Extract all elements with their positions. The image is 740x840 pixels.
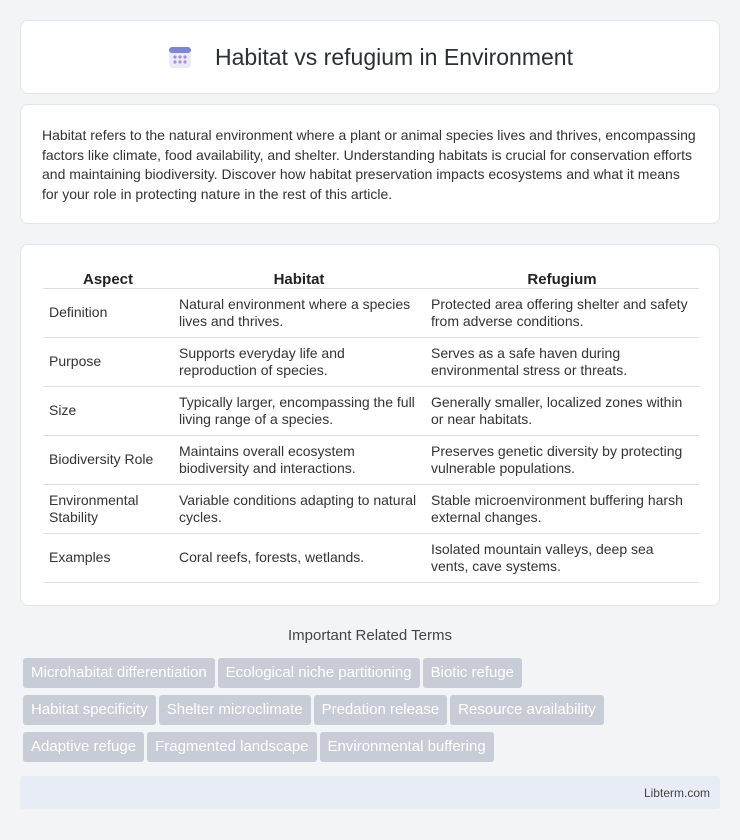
- table-row: [43, 534, 699, 583]
- related-terms-title: Important Related Terms: [288, 627, 452, 644]
- cell-refugium: Protected area offering shelter and safety from adverse conditions.: [425, 289, 699, 338]
- term-tag[interactable]: Biotic refuge: [423, 658, 522, 688]
- cell-aspect: Definition: [43, 289, 173, 338]
- cell-refugium: Serves as a safe haven during environmental stress or threats.: [425, 338, 699, 387]
- table-row: [43, 387, 699, 436]
- header-habitat: Habitat: [173, 265, 425, 289]
- table-row: [43, 289, 699, 338]
- cell-refugium: Generally smaller, localized zones within or near habitats.: [425, 387, 699, 436]
- calendar-grid-icon: [167, 44, 193, 70]
- term-tag[interactable]: Resource availability: [450, 695, 604, 725]
- cell-habitat: Typically larger, encompassing the full living range of a species.: [173, 387, 425, 436]
- header-aspect: Aspect: [43, 265, 173, 289]
- term-tag[interactable]: Shelter microclimate: [159, 695, 311, 725]
- cell-habitat: Variable conditions adapting to natural cycles.: [173, 485, 425, 534]
- cell-aspect: Biodiversity Role: [43, 436, 173, 485]
- intro-card: [20, 104, 720, 224]
- term-tag[interactable]: Habitat specificity: [23, 695, 156, 725]
- cell-habitat: Supports everyday life and reproduction of species.: [173, 338, 425, 387]
- cell-refugium: Preserves genetic diversity by protecting vulnerable populations.: [425, 436, 699, 485]
- term-tag[interactable]: Adaptive refuge: [23, 732, 144, 762]
- table-row: [43, 338, 699, 387]
- cell-aspect: Purpose: [43, 338, 173, 387]
- page-title: Habitat vs refugium in Environment: [215, 43, 573, 70]
- table-header-row: [43, 265, 699, 289]
- header-refugium: Refugium: [425, 265, 699, 289]
- term-tag[interactable]: Microhabitat differentiation: [23, 658, 215, 688]
- cell-refugium: Stable microenvironment buffering harsh external changes.: [425, 485, 699, 534]
- table-row: [43, 485, 699, 534]
- cell-aspect: Size: [43, 387, 173, 436]
- cell-aspect: Examples: [43, 534, 173, 583]
- cell-refugium: Isolated mountain valleys, deep sea vents, cave systems.: [425, 534, 699, 583]
- term-tag[interactable]: Ecological niche partitioning: [218, 658, 420, 688]
- footer-site-link[interactable]: Libterm.com: [643, 786, 710, 800]
- cell-habitat: Natural environment where a species lives and thrives.: [173, 289, 425, 338]
- cell-habitat: Coral reefs, forests, wetlands.: [173, 534, 425, 583]
- term-tag[interactable]: Predation release: [314, 695, 448, 725]
- term-tag[interactable]: Environmental buffering: [320, 732, 494, 762]
- intro-text: Habitat refers to the natural environment where a plant or animal species lives and thrives, encompassing factors like climate, food availability, and shelter. Understanding habitats is crucial for conservation efforts and maintaining biodiversity. Discover how habitat preservation impacts ecosystems and what it means for your role in protecting nature in the rest of this article.: [42, 127, 696, 202]
- comparison-table-card: [20, 244, 720, 606]
- table-row: [43, 436, 699, 485]
- cell-aspect: Environmental Stability: [43, 485, 173, 534]
- header-card: [20, 20, 720, 94]
- term-tag[interactable]: Fragmented landscape: [147, 732, 316, 762]
- related-terms-list: [23, 658, 723, 769]
- cell-habitat: Maintains overall ecosystem biodiversity and interactions.: [173, 436, 425, 485]
- comparison-table: [43, 265, 699, 583]
- footer: [20, 776, 720, 809]
